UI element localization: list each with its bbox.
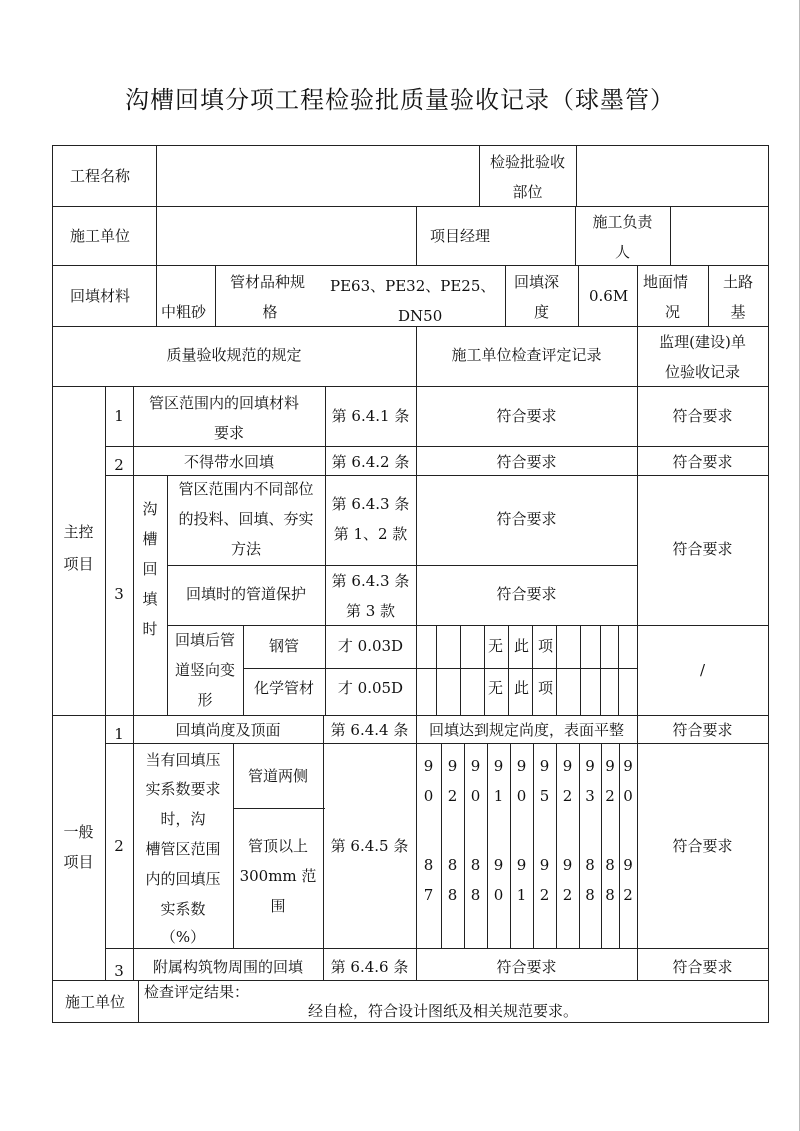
sides-value-4-top: 9: [493, 757, 504, 775]
top-value-10-top: 9: [623, 856, 633, 874]
sides-value-2-bottom: 2: [447, 787, 458, 805]
chem-pipe-limit: 才 0.05D: [337, 679, 404, 697]
main-item-3a-text-1: 管区范围内不同部位: [178, 480, 314, 498]
col-spec: 质量验收规范的规定: [166, 346, 302, 364]
sides-value-10-top: 9: [623, 757, 633, 775]
general-item-2-text-3: 时，沟: [160, 810, 206, 828]
pipe-sides-label: 管道两侧: [247, 767, 308, 785]
main-item-1-number: 1: [114, 407, 124, 425]
sides-value-3-bottom: 0: [470, 787, 481, 805]
sides-value-1-top: 9: [423, 757, 434, 775]
sides-value-4-bottom: 1: [493, 787, 504, 805]
sides-value-3-top: 9: [470, 757, 481, 775]
label-depth-2: 度: [533, 303, 549, 321]
main-item-3c-text-2: 道竖向变: [174, 661, 235, 679]
general-item-2-text-6: 实系数: [160, 900, 206, 918]
trench-char-2: 槽: [142, 530, 158, 548]
trench-char-1: 沟: [142, 500, 158, 518]
footer-unit-label: 施工单位: [64, 993, 125, 1011]
sides-value-5-bottom: 0: [516, 787, 527, 805]
main-item-2-text: 不得带水回填: [183, 453, 274, 471]
general-item-2-text-4: 槽管区范围: [145, 840, 221, 858]
general-label-1: 一般: [63, 823, 94, 841]
general-item-1-clause: 第 6.4.4 条: [330, 721, 409, 739]
general-item-1-result: 回填达到规定尚度，表面平整: [428, 721, 624, 739]
value-depth: 0.6M: [589, 287, 629, 305]
main-item-1-text-2: 要求: [213, 424, 244, 442]
general-item-1-text: 回填尚度及顶面: [175, 721, 281, 739]
main-item-1-clause: 第 6.4.1 条: [331, 407, 410, 425]
trench-char-3: 回: [142, 560, 158, 578]
sides-value-8-bottom: 3: [585, 787, 595, 805]
sides-value-7-top: 9: [562, 757, 573, 775]
main-item-3b-text: 回填时的管道保护: [185, 585, 306, 603]
sides-value-10-bottom: 0: [623, 787, 633, 805]
main-item-3a-text-2: 的投料、回填、夯实: [178, 510, 314, 528]
top-value-1-bottom: 7: [423, 886, 434, 904]
top-value-4-top: 9: [493, 856, 504, 874]
main-item-3b-clause-1: 第 6.4.3 条: [331, 572, 410, 590]
value-ground-1: 土路: [722, 273, 753, 291]
chem-none-3: 项: [538, 679, 554, 697]
sides-value-2-top: 9: [447, 757, 458, 775]
steel-none-1: 无: [488, 637, 504, 655]
label-pipe-spec-1: 管材品种规: [230, 273, 306, 291]
top-value-2-bottom: 8: [447, 886, 458, 904]
top-value-6-bottom: 2: [539, 886, 550, 904]
pipe-top-label-1: 管顶以上: [247, 837, 308, 855]
general-item-1-accept: 符合要求: [672, 721, 733, 739]
main-item-1-accept: 符合要求: [672, 407, 733, 425]
steel-none-2: 此: [514, 637, 530, 655]
steel-none-3: 项: [538, 637, 554, 655]
main-label-1: 主控: [63, 523, 94, 541]
main-item-2-accept: 符合要求: [672, 453, 733, 471]
label-backfill-material: 回填材料: [70, 287, 131, 305]
pipe-top-label-2: 300mm 范: [239, 867, 317, 885]
main-item-3a-clause-1: 第 6.4.3 条: [331, 495, 410, 513]
main-item-2-number: 2: [114, 456, 124, 474]
label-site-lead-2: 人: [614, 243, 630, 261]
col-contractor-check: 施工单位检查评定记录: [451, 346, 602, 364]
chem-pipe-label: 化学管材: [253, 679, 314, 697]
trench-char-5: 时: [142, 620, 158, 638]
top-value-3-bottom: 8: [470, 886, 481, 904]
top-value-7-bottom: 2: [562, 886, 573, 904]
top-value-9-bottom: 8: [605, 886, 615, 904]
sides-value-8-top: 9: [585, 757, 595, 775]
top-value-6-top: 9: [539, 856, 550, 874]
footer-result-label: 检查评定结果：: [144, 983, 250, 1001]
main-item-1-text-1: 管区范围内的回填材料: [149, 394, 300, 412]
label-pipe-spec-2: 格: [262, 303, 278, 321]
main-item-3b-clause-2: 第 3 款: [345, 602, 396, 620]
general-item-2-number: 2: [114, 837, 124, 855]
sides-value-6-bottom: 5: [539, 787, 550, 805]
main-item-2-clause: 第 6.4.2 条: [331, 453, 410, 471]
main-item-3-accept: 符合要求: [672, 540, 733, 558]
label-batch-part-2: 部位: [512, 183, 543, 201]
top-value-5-top: 9: [516, 856, 527, 874]
sides-value-6-top: 9: [539, 757, 550, 775]
label-site-lead-1: 施工负责: [592, 213, 653, 231]
pipe-top-label-3: 围: [270, 897, 286, 915]
general-item-2-accept: 符合要求: [672, 837, 733, 855]
label-ground-2: 况: [664, 303, 680, 321]
value-backfill-material: 中粗砂: [161, 303, 207, 321]
label-ground-1: 地面情: [643, 273, 689, 291]
value-pipe-spec-2: DN50: [398, 307, 443, 325]
main-item-3-number: 3: [114, 585, 124, 603]
top-value-8-bottom: 8: [585, 886, 595, 904]
top-value-2-top: 8: [447, 856, 458, 874]
sides-value-7-bottom: 2: [562, 787, 573, 805]
general-item-3-accept: 符合要求: [672, 958, 733, 976]
top-value-7-top: 9: [562, 856, 573, 874]
general-item-2-text-7: （%）: [160, 928, 206, 946]
sides-value-1-bottom: 0: [423, 787, 434, 805]
general-item-2-text-1: 当有回填压: [145, 751, 221, 769]
general-item-2-text-5: 内的回填压: [145, 870, 221, 888]
top-value-4-bottom: 0: [493, 886, 504, 904]
chem-none-2: 此: [514, 679, 530, 697]
top-value-3-top: 8: [470, 856, 481, 874]
general-item-3-number: 3: [114, 962, 124, 980]
label-construction-unit: 施工单位: [70, 227, 131, 245]
label-project-manager: 项目经理: [430, 227, 491, 245]
top-value-1-top: 8: [423, 856, 434, 874]
col-supervisor-2: 位验收记录: [664, 363, 740, 381]
main-item-3a-result: 符合要求: [496, 510, 557, 528]
main-item-2-result: 符合要求: [496, 453, 557, 471]
main-item-3c-text-3: 形: [197, 691, 213, 709]
sides-value-5-top: 9: [516, 757, 527, 775]
general-label-2: 项目: [63, 853, 94, 871]
sides-value-9-top: 9: [605, 757, 615, 775]
value-pipe-spec-1: PE63、PE32、PE25、: [330, 277, 496, 295]
main-item-3c-accept: /: [699, 661, 706, 679]
col-supervisor-1: 监理(建设)单: [659, 333, 746, 351]
general-item-2-text-2: 实系数要求: [145, 780, 221, 798]
footer-result-text: 经自检，符合设计图纸及相关规范要求。: [308, 1002, 579, 1020]
general-item-1-number: 1: [114, 725, 124, 743]
trench-char-4: 填: [142, 590, 158, 608]
main-item-3c-text-1: 回填后管: [174, 631, 235, 649]
main-item-3b-result: 符合要求: [496, 585, 557, 603]
sides-value-9-bottom: 2: [605, 787, 615, 805]
main-item-3a-text-3: 方法: [230, 540, 261, 558]
general-item-3-text: 附属构筑物周围的回填: [152, 958, 303, 976]
top-value-5-bottom: 1: [516, 886, 527, 904]
value-ground-2: 基: [730, 303, 746, 321]
general-item-2-clause: 第 6.4.5 条: [330, 837, 409, 855]
chem-none-1: 无: [488, 679, 504, 697]
general-item-3-clause: 第 6.4.6 条: [330, 958, 409, 976]
main-label-2: 项目: [63, 555, 94, 573]
page-title: 沟槽回填分项工程检验批质量验收记录（球墨管）: [125, 86, 675, 114]
label-project-name: 工程名称: [70, 167, 131, 185]
top-value-10-bottom: 2: [623, 886, 633, 904]
general-item-3-result: 符合要求: [496, 958, 557, 976]
top-value-8-top: 8: [585, 856, 595, 874]
main-item-1-result: 符合要求: [496, 407, 557, 425]
label-depth-1: 回填深: [514, 273, 560, 291]
steel-pipe-limit: 才 0.03D: [337, 637, 404, 655]
top-value-9-top: 8: [605, 856, 615, 874]
main-item-3a-clause-2: 第 1、2 款: [333, 525, 408, 543]
steel-pipe-label: 钢管: [268, 637, 299, 655]
label-batch-part-1: 检验批验收: [489, 153, 565, 171]
